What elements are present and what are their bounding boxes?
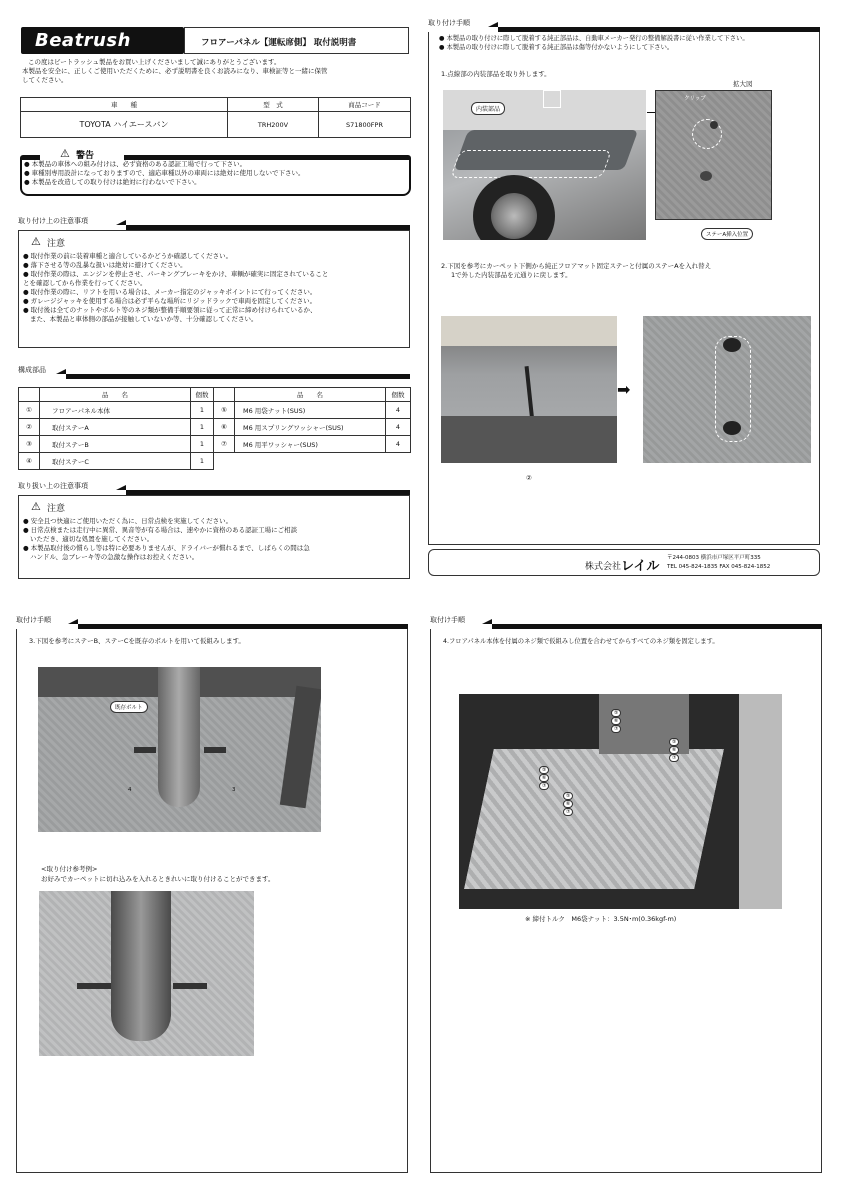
company-banner — [428, 549, 820, 576]
section-install-steps: 取り付け手順 — [428, 20, 820, 32]
company-address: 〒244-0803 横浜市戸塚区平戸町335 — [667, 555, 761, 561]
caution-list: ● 安全且つ快適にご使用いただく為に、日常点検を実施してください。 ● 日常点検または走行中に異常、異音等が有る場合は、速やかに資格のある認証工場にご相談 いただき、適切な処置を施してください。 ● 本製品取付後の慣らし等は特に必要ありませんが、ドライバーが慣れるまで、しばらくの間は急 ハンドル、急ブレーキ等の急激な操作はお控えください。 — [23, 517, 407, 562]
parts-row: ② 取付ステーA 1 ⑥ M6 用スプリングワッシャー(SUS) 4 — [19, 419, 411, 436]
step4-panel — [430, 629, 822, 1173]
nut-label-group: ⑤ ⑥ ⑦ — [669, 738, 679, 762]
warning-item: ● 本製品を改造しての取り付けは絶対に行わないで下さい。 — [24, 178, 409, 187]
arrow-right-icon: ➡ — [617, 380, 631, 399]
marker-stay-c: 4 — [128, 787, 132, 793]
intro-text: この度はビートラッシュ製品をお買い上げくださいまして誠にありがとうございます。 本製品を安全に、正しくご使用いただくために、必ず説明書を良くお読みになり、車検証等と一緒に保管 してください。 — [22, 58, 328, 84]
enlarge-label: 拡大図 — [733, 80, 753, 88]
section-step3: 取付け手順 — [16, 617, 408, 629]
photo-stays-bc — [38, 667, 321, 832]
nut-label-group: ⑤ ⑥ ⑦ — [611, 709, 621, 733]
step1-text: 1.点線部の内装部品を取り外します。 — [441, 70, 551, 78]
photo-enlarged — [655, 90, 772, 220]
caution-icon: ⚠ — [31, 235, 41, 248]
torque-spec: ※ 締付トルク M6袋ナット：3.5N･m(0.36kgf-m) — [525, 915, 677, 923]
section-handling-caution: 取り扱い上の注意事項 — [18, 483, 410, 495]
photo-panel-installed — [459, 694, 782, 909]
section-install-caution: 取り付け上の注意事項 — [18, 218, 410, 230]
marker-stay-b: 3 — [232, 787, 236, 793]
bolt-label: 既存ボルト — [110, 701, 148, 713]
reference-text: お好みでカーペットに切れ込みを入れるときれいに取り付けることができます。 — [41, 875, 275, 883]
arrow-icon — [647, 112, 655, 113]
section-parts: 構成部品 — [18, 367, 410, 379]
warning-item: ● 本製品の車体への組み付けは、必ず資格のある認証工場で行って下さい。 — [24, 160, 409, 169]
photo-floor-result — [643, 316, 811, 463]
warning-title: 警告 — [76, 151, 95, 161]
doc-title: フロアーパネル【運転席側】 取付説明書 — [201, 38, 357, 48]
marker-stay-a: ② — [526, 474, 532, 482]
reference-title: <取り付け参考例> — [41, 865, 98, 873]
photo-carpet-stay — [441, 316, 617, 463]
warning-list — [20, 160, 411, 196]
step2-text: 2.下図を参考にカーペット下側から純正フロアマット固定ステーと付属のステーAを入れ替え 1で外した内装部品を元通りに戻します。 — [441, 262, 712, 279]
warning-item: ● 車種別専用設計になっておりますので、適応車種以外の車両には絶対に使用しないで下さい。 — [24, 169, 409, 178]
parts-row: ④ 取付ステーC 1 — [19, 453, 411, 470]
parts-row: ③ 取付ステーB 1 ⑦ M6 用平ワッシャー(SUS) 4 — [19, 436, 411, 453]
warning-icon: ⚠ — [60, 147, 70, 160]
photo-interior-trim — [443, 90, 646, 240]
nut-label-group: ⑤ ⑥ ⑦ — [563, 792, 573, 816]
nut-label-group: ⑤ ⑥ ⑦ — [539, 766, 549, 790]
company-name: レイル — [621, 559, 660, 574]
company-tel: TEL 045-824-1835 FAX 045-824-1852 — [667, 564, 771, 570]
install-caution-box — [18, 230, 410, 348]
install-steps-panel — [428, 32, 820, 545]
photo-reference-cut — [39, 891, 254, 1056]
step3-text: 3.下図を参考にステーB、ステーCを既存のボルトを用いて仮組みします。 — [29, 637, 245, 645]
doc-title-box — [184, 27, 409, 54]
brand-logo: Beatrush — [21, 27, 184, 54]
section-step4: 取付け手順 — [430, 617, 822, 629]
handling-caution-box — [18, 495, 410, 579]
stay-a-position-label: ステーA挿入位置 — [701, 228, 753, 240]
step4-text: 4.フロアパネル本体を付属のネジ類で仮組みし位置を合わせてからすべてのネジ類を固定します。 — [443, 638, 719, 645]
step3-panel — [16, 629, 408, 1173]
caution-title: 注意 — [47, 504, 66, 514]
caution-icon: ⚠ — [31, 500, 41, 513]
caution-title: 注意 — [47, 239, 66, 249]
parts-table: 品 名 個数 品 名 個数 ① フロアーパネル本体 1 ⑤ M6 用袋ナット(SUS) 4 ② 取付ステーA 1 ⑥ M6 用スプリングワッシャー(SUS) 4 ③ 取付ステーB 1 ⑦ M6 用平ワッシャー(SUS) 4 ④ 取付ステーC 1 — [18, 387, 411, 470]
parts-row: ① フロアーパネル本体 1 ⑤ M6 用袋ナット(SUS) 4 — [19, 402, 411, 419]
caution-list: ● 取付作業の前に装着車種と適合しているかどうか確認してください。 ● 落下させる等の乱暴な扱いは絶対に避けてください。 ● 取付作業の際は、エンジンを停止させ、パーキングブレーキをかけ、車輌が確実に固定されていること とを確認してから作業を行ってください。 ● 取付作業の際に、リフトを用いる場合は、メーカー指定のジャッキポイントにて行ってください。 ● ガレージジャッキを使用する場合は必ず平らな場所にリジッドラックで車両を固定してください。 ● 取付後は全てのナットやボルト等のネジ類が整備手順要領に従って正常に締め付けられているか、 また、本製品と車体側の部品が接触していないか等、十分確認してください。 — [23, 252, 407, 324]
install-notes: ● 本製品の取り付けに際して脱着する純正部品は、自動車メーカー発行の整備解説書に従い作業して下さい。 ● 本製品の取り付けに際して脱着する純正部品は傷等付かないようにして下さい。 — [439, 34, 819, 52]
clip-label: クリップ — [684, 96, 706, 102]
company-prefix: 株式会社 — [585, 562, 622, 572]
interior-part-label: 内装部品 — [471, 102, 505, 115]
warning-box — [20, 147, 411, 196]
vehicle-spec-table: 車 種 型 式 商品コード TOYOTA ハイエースバン TRH200V S71800FPR — [20, 97, 411, 138]
